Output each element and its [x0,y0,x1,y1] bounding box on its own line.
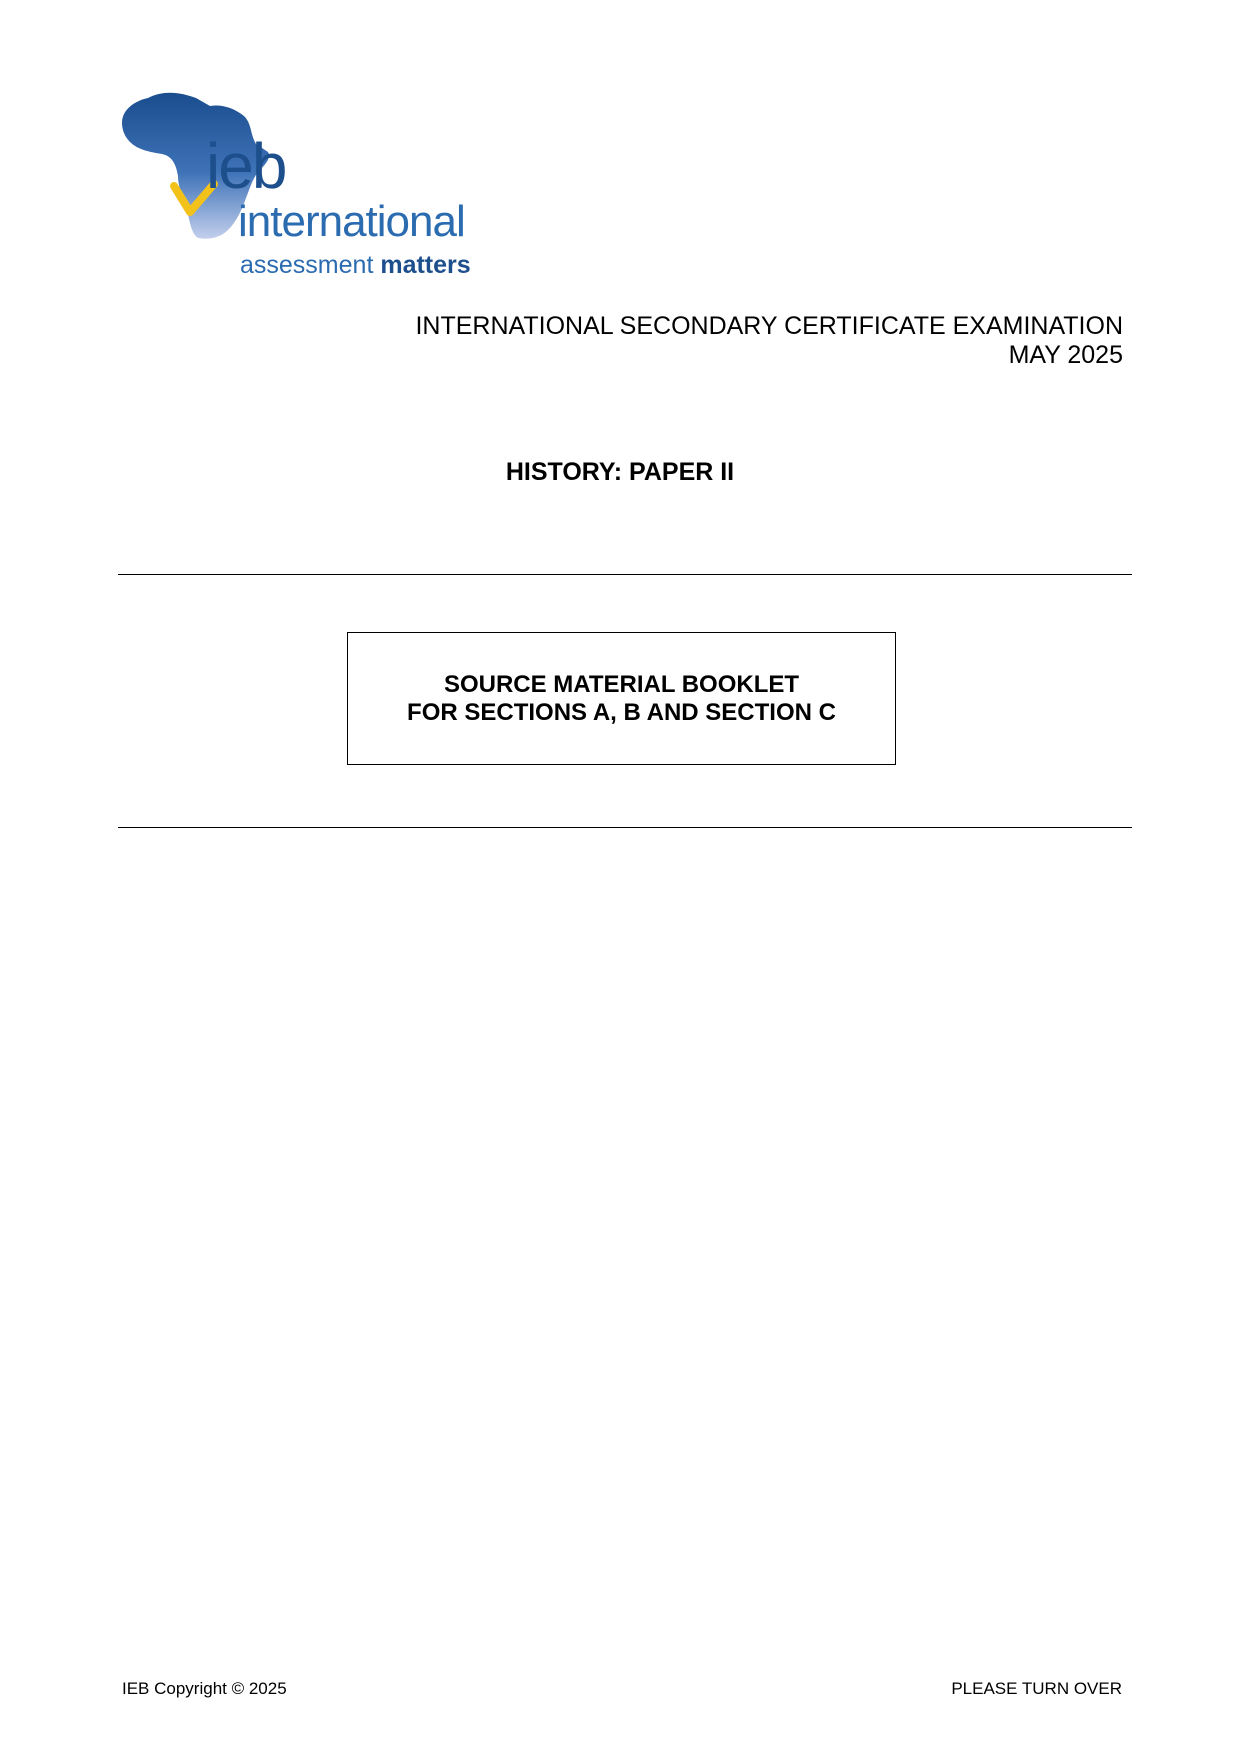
bottom-divider [118,827,1132,828]
logo-subword: international [238,197,465,246]
logo-tagline-bold: matters [380,251,471,279]
footer-instruction: PLEASE TURN OVER [951,1679,1122,1698]
exam-name: INTERNATIONAL SECONDARY CERTIFICATE EXAMINATION [415,312,1123,340]
logo-wordmark: ieb [206,130,286,202]
footer-copyright: IEB Copyright © 2025 [122,1679,287,1698]
logo-tagline-prefix: assessment [240,251,374,279]
exam-session: MAY 2025 [1008,341,1123,369]
top-divider [118,574,1132,575]
booklet-title-box [347,632,896,765]
ieb-logo [118,88,498,288]
logo-tagline [240,253,471,278]
booklet-title-line2: FOR SECTIONS A, B AND SECTION C [407,698,836,726]
paper-title: HISTORY: PAPER II [505,458,735,486]
exam-header [415,312,1123,370]
booklet-title-line1: SOURCE MATERIAL BOOKLET [443,670,800,698]
